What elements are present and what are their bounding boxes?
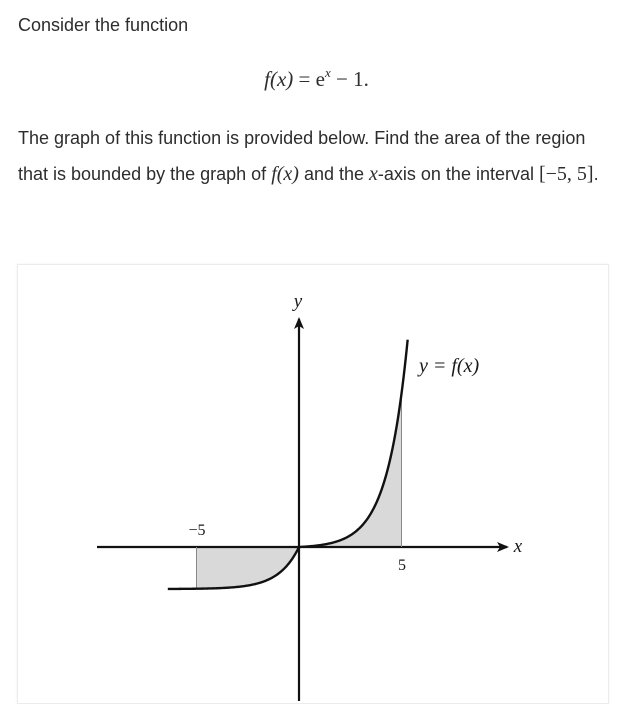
intro-label: Consider the function [18, 15, 189, 35]
function-graph [1, 1, 633, 701]
problem-text-3: -axis on the interval [377, 164, 539, 184]
problem-fx: f(x) [271, 163, 299, 185]
equation-equals-e: = e [293, 67, 325, 91]
graph-card [17, 264, 609, 704]
problem-text-2: and the [298, 164, 370, 184]
equation-lhs: f(x) [264, 67, 294, 91]
x-tick-label-5: 5 [398, 557, 406, 574]
problem-x: x [369, 163, 378, 185]
problem-interval: [−5, 5] [538, 163, 594, 185]
curve-label: y = f(x) [419, 355, 480, 377]
y-axis-label: y [293, 291, 303, 312]
x-axis-label: x [513, 536, 523, 557]
x-tick-label-neg5: −5 [188, 522, 206, 539]
equation-rhs: − 1. [330, 67, 369, 91]
problem-text-1: The graph of this function is provided below. Find the area of the region that is bounded by the graph of [18, 128, 586, 184]
equation-exponent: x [324, 65, 331, 80]
problem-text-4: . [593, 164, 599, 184]
